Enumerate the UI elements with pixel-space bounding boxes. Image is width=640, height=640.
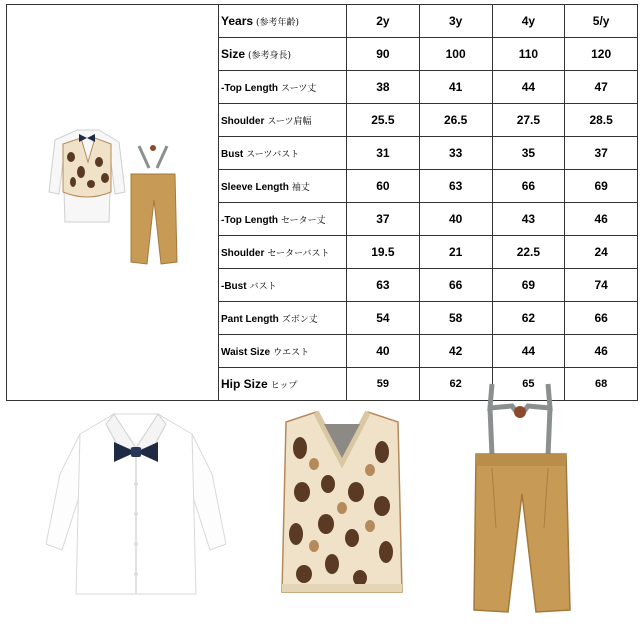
measurement-value: 33 xyxy=(419,137,492,170)
measurement-name-jp: ヒップ xyxy=(270,381,298,391)
size-chart-table xyxy=(6,4,638,401)
measurement-value: 38 xyxy=(347,71,420,104)
measurement-value: 66 xyxy=(492,170,565,203)
measurement-value: 66 xyxy=(419,269,492,302)
measurement-value: 46 xyxy=(565,335,638,368)
outfit-preview-cell xyxy=(7,5,219,401)
measurement-name-jp: バスト xyxy=(249,281,277,292)
measurement-label xyxy=(219,38,347,71)
measurement-value: 60 xyxy=(347,170,420,203)
measurement-label xyxy=(219,335,347,368)
measurement-name-jp: (参考身長) xyxy=(248,51,292,61)
khaki-pants-with-suspenders-image xyxy=(462,378,582,618)
measurement-value: 47 xyxy=(565,71,638,104)
measurement-value: 40 xyxy=(419,203,492,236)
measurement-label xyxy=(219,137,347,170)
measurement-name-jp: スーツ丈 xyxy=(281,83,317,94)
measurement-value: 69 xyxy=(492,269,565,302)
size-header-cell: 5/y xyxy=(565,5,638,38)
measurement-value: 24 xyxy=(565,236,638,269)
measurement-name: Size xyxy=(221,47,246,61)
measurement-value: 42 xyxy=(419,335,492,368)
size-header-cell: 2y xyxy=(347,5,420,38)
measurement-value: 62 xyxy=(492,302,565,335)
measurement-value: 100 xyxy=(419,38,492,71)
measurement-name: -Top Length xyxy=(221,214,279,226)
measurement-value: 22.5 xyxy=(492,236,565,269)
measurement-label xyxy=(219,170,347,203)
measurement-value: 68 xyxy=(565,368,638,401)
size-header-cell: 4y xyxy=(492,5,565,38)
measurement-label xyxy=(219,236,347,269)
measurement-label xyxy=(219,368,347,401)
measurement-value: 110 xyxy=(492,38,565,71)
measurement-value: 25.5 xyxy=(347,104,420,137)
suspenders-icon xyxy=(490,384,550,456)
outfit-preview-image xyxy=(7,22,218,378)
measurement-name: Shoulder xyxy=(221,115,265,127)
header-label: Years (参考年齢) xyxy=(219,5,347,38)
measurement-value: 69 xyxy=(565,170,638,203)
measurement-name-jp: ズボン丈 xyxy=(281,314,318,325)
measurement-label xyxy=(219,269,347,302)
measurement-value: 28.5 xyxy=(565,104,638,137)
measurement-value: 120 xyxy=(565,38,638,71)
measurement-label xyxy=(219,203,347,236)
measurement-value: 35 xyxy=(492,137,565,170)
measurement-name-jp: セーターバスト xyxy=(267,248,330,259)
measurement-name-jp: ウエスト xyxy=(273,347,310,358)
measurement-value: 46 xyxy=(565,203,638,236)
measurement-value: 31 xyxy=(347,137,420,170)
measurement-value: 19.5 xyxy=(347,236,420,269)
measurement-value: 66 xyxy=(565,302,638,335)
size-header-cell: 3y xyxy=(419,5,492,38)
measurement-name-jp: 袖丈 xyxy=(291,182,310,193)
measurement-value: 63 xyxy=(347,269,420,302)
measurement-label xyxy=(219,104,347,137)
measurement-label xyxy=(219,302,347,335)
measurement-value: 54 xyxy=(347,302,420,335)
measurement-value: 58 xyxy=(419,302,492,335)
measurement-value: 40 xyxy=(347,335,420,368)
measurement-name: Shoulder xyxy=(221,247,265,259)
measurement-value: 90 xyxy=(347,38,420,71)
measurement-value: 21 xyxy=(419,236,492,269)
measurement-name: Waist Size xyxy=(221,346,271,358)
measurement-value: 44 xyxy=(492,71,565,104)
measurement-value: 27.5 xyxy=(492,104,565,137)
leopard-vest-image xyxy=(270,408,414,596)
measurement-value: 41 xyxy=(419,71,492,104)
measurement-name: Sleeve Length xyxy=(221,181,289,193)
measurement-name: Hip Size xyxy=(221,377,268,391)
measurement-value: 63 xyxy=(419,170,492,203)
measurement-value: 62 xyxy=(419,368,492,401)
measurement-name: Pant Length xyxy=(221,313,279,325)
measurement-name-jp: セーター丈 xyxy=(281,215,326,226)
measurement-name: Bust xyxy=(221,148,244,160)
header-row xyxy=(7,5,638,38)
measurement-name: -Top Length xyxy=(221,82,279,94)
measurement-value: 44 xyxy=(492,335,565,368)
measurement-value: 65 xyxy=(492,368,565,401)
measurement-value: 37 xyxy=(347,203,420,236)
measurement-name: -Bust xyxy=(221,280,247,292)
measurement-value: 74 xyxy=(565,269,638,302)
measurement-value: 26.5 xyxy=(419,104,492,137)
white-shirt-image xyxy=(40,404,232,604)
measurement-value: 59 xyxy=(347,368,420,401)
measurement-name-jp: スーツバスト xyxy=(246,149,300,160)
measurement-name-jp: スーツ肩幅 xyxy=(267,116,312,127)
measurement-label xyxy=(219,71,347,104)
measurement-value: 37 xyxy=(565,137,638,170)
measurement-value: 43 xyxy=(492,203,565,236)
